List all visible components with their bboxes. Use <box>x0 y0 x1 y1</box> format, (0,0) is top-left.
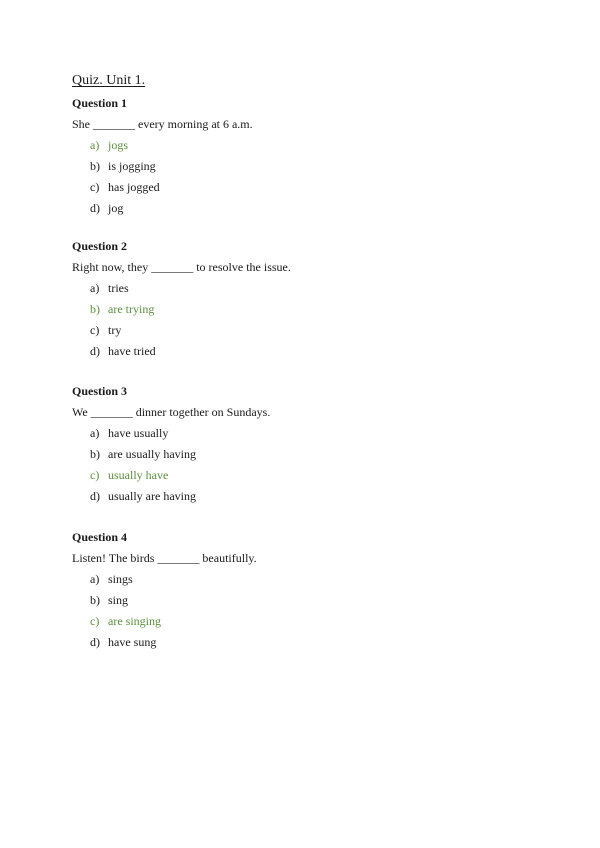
option-letter: b) <box>90 593 100 607</box>
option-letter: d) <box>90 489 100 503</box>
question-4 <box>72 530 552 656</box>
option-letter: c) <box>90 468 100 482</box>
option-d <box>72 489 552 510</box>
option-b <box>72 159 552 180</box>
option-letter: c) <box>90 614 100 628</box>
question-heading: Question 2 <box>72 239 128 253</box>
option-letter: d) <box>90 201 100 215</box>
option-text: are trying <box>108 302 155 316</box>
option-text: are singing <box>108 614 161 628</box>
option-text: try <box>108 323 122 337</box>
option-letter: a) <box>90 281 100 295</box>
question-text: Right now, they _______ to resolve the issue. <box>72 260 291 274</box>
option-d <box>72 344 552 365</box>
option-list <box>72 281 552 365</box>
option-text: have tried <box>108 344 156 358</box>
option-c <box>72 468 552 489</box>
option-text: tries <box>108 281 129 295</box>
option-text: are usually having <box>108 447 196 461</box>
option-text: usually are having <box>108 489 196 503</box>
option-text: have usually <box>108 426 169 440</box>
page-title: Quiz. Unit 1. <box>72 73 146 88</box>
option-text: jogs <box>108 138 129 152</box>
option-b <box>72 447 552 468</box>
question-3 <box>72 384 552 510</box>
option-d <box>72 201 552 222</box>
option-a <box>72 281 552 302</box>
option-text: sing <box>108 593 129 607</box>
question-heading: Question 4 <box>72 530 128 544</box>
option-a <box>72 426 552 447</box>
option-text: has jogged <box>108 180 160 194</box>
option-b <box>72 593 552 614</box>
question-text: We _______ dinner together on Sundays. <box>72 405 271 419</box>
option-a <box>72 138 552 159</box>
option-text: jog <box>108 201 124 215</box>
option-letter: d) <box>90 344 100 358</box>
option-text: usually have <box>108 468 169 482</box>
option-c <box>72 614 552 635</box>
question-2 <box>72 239 552 365</box>
option-list <box>72 572 552 656</box>
option-text: sings <box>108 572 133 586</box>
option-letter: a) <box>90 426 100 440</box>
option-c <box>72 180 552 201</box>
option-text: have sung <box>108 635 157 649</box>
option-letter: b) <box>90 159 100 173</box>
option-letter: a) <box>90 572 100 586</box>
option-a <box>72 572 552 593</box>
option-letter: b) <box>90 447 100 461</box>
option-letter: c) <box>90 323 100 337</box>
option-list <box>72 426 552 510</box>
option-letter: d) <box>90 635 100 649</box>
option-letter: a) <box>90 138 100 152</box>
option-list <box>72 138 552 222</box>
option-b <box>72 302 552 323</box>
option-c <box>72 323 552 344</box>
question-heading: Question 1 <box>72 96 128 110</box>
option-letter: c) <box>90 180 100 194</box>
question-text: Listen! The birds _______ beautifully. <box>72 551 257 565</box>
option-letter: b) <box>90 302 100 316</box>
question-heading: Question 3 <box>72 384 128 398</box>
question-text: She _______ every morning at 6 a.m. <box>72 117 253 131</box>
question-1 <box>72 96 552 222</box>
option-text: is jogging <box>108 159 156 173</box>
option-d <box>72 635 552 656</box>
